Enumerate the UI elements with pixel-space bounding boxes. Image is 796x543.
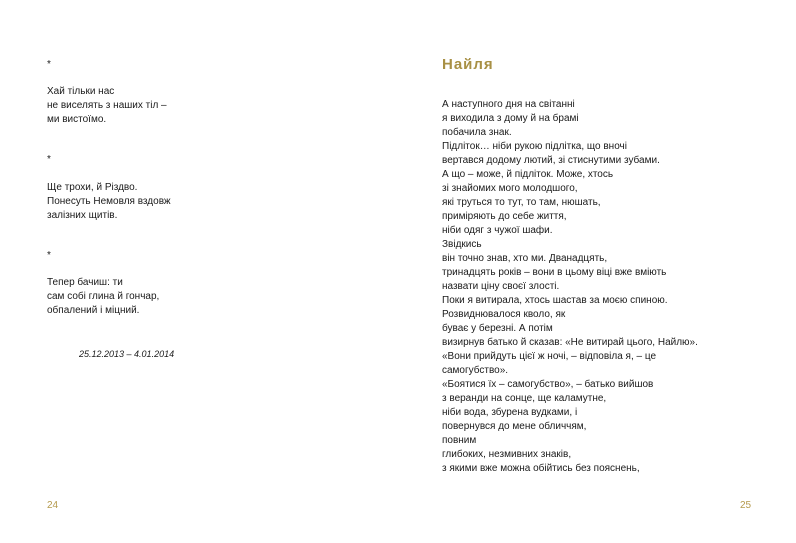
- poem-line: А наступного дня на світанні: [442, 99, 575, 110]
- poem-line: А що – може, й підліток. Може, хтось: [442, 169, 614, 180]
- poem-line: сам собі глина й гончар,: [47, 291, 160, 302]
- poem-body: [442, 98, 698, 476]
- poem-line: самогубство».: [442, 365, 509, 376]
- poem-line: побачила знак.: [442, 127, 512, 138]
- chapter-title: Найля: [442, 56, 494, 73]
- poem-line: повернувся до мене обличчям,: [442, 421, 587, 432]
- poem-line: Тепер бачиш: ти: [47, 277, 123, 288]
- poem-line: ніби одяг з чужої шафи.: [442, 225, 553, 236]
- poem-line: з веранди на сонце, ще каламутне,: [442, 393, 607, 404]
- poem-line: Понесуть Немовля вздовж: [47, 196, 171, 207]
- poem-line: зі знайомих мого молодшого,: [442, 183, 578, 194]
- right-page: [398, 0, 796, 543]
- poem-line: з якими вже можна обійтись без пояснень,: [442, 463, 640, 474]
- poem-line: які труться то тут, то там, нюшать,: [442, 197, 601, 208]
- poem-line: не виселять з наших тіл –: [47, 100, 167, 111]
- poem-line: буває у березні. А потім: [442, 323, 553, 334]
- section-marker-3: *: [47, 250, 51, 261]
- poem-stanza-3: [47, 276, 159, 318]
- poem-line: Хай тільки нас: [47, 86, 115, 97]
- page-number-left: 24: [47, 500, 59, 511]
- poem-line: тринадцять років – вони в цьому віці вже вміють: [442, 267, 667, 278]
- poem-date: 25.12.2013 – 4.01.2014: [79, 349, 175, 359]
- poem-line: я виходила з дому й на брамі: [442, 113, 579, 124]
- poem-line: «Вони прийдуть цієї ж ночі, – відповіла я, – це: [442, 351, 657, 362]
- poem-line: Ще трохи, й Різдво.: [47, 182, 138, 193]
- poem-line: ми вистоїмо.: [47, 114, 107, 125]
- poem-line: Розвиднювалося кволо, як: [442, 309, 566, 320]
- poem-line: Звідкись: [442, 239, 482, 250]
- section-marker-1: *: [47, 59, 51, 70]
- poem-line: назвати ціну своєї злості.: [442, 281, 560, 292]
- section-marker-2: *: [47, 154, 51, 165]
- poem-stanza-2: [47, 181, 171, 223]
- poem-line: обпалений і міцний.: [47, 305, 140, 316]
- page-number-right: 25: [740, 500, 752, 511]
- poem-line: ніби вода, збурена вудками, і: [442, 407, 578, 418]
- poem-line: «Боятися їх – самогубство», – батько вийшов: [442, 379, 654, 390]
- poem-line: залізних щитів.: [47, 210, 118, 221]
- poem-line: Поки я витирала, хтось шастав за моєю спиною.: [442, 295, 668, 306]
- poem-line: приміряють до себе життя,: [442, 211, 567, 222]
- poem-line: вертався додому лютий, зі стиснутими зубами.: [442, 155, 660, 166]
- poem-line: Підліток… ніби рукою підлітка, що вночі: [442, 141, 627, 152]
- poem-stanza-1: [47, 85, 167, 127]
- poem-line: глибоких, незмивних знаків,: [442, 449, 572, 460]
- poem-line: повним: [442, 435, 477, 446]
- poem-line: визирнув батько й сказав: «Не витирай цього, Найлю».: [442, 337, 698, 348]
- poem-line: він точно знав, хто ми. Дванадцять,: [442, 253, 608, 264]
